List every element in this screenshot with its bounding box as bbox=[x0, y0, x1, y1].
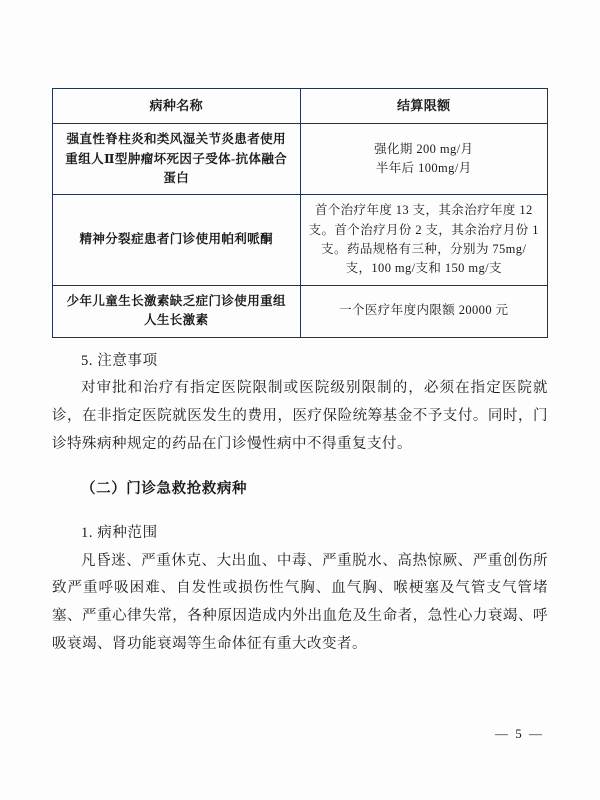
table-row bbox=[53, 195, 548, 286]
section-paragraph-scope: 凡昏迷、严重休克、大出血、中毒、严重脱水、高热惊厥、严重创伤所致严重呼吸困难、自发性或损伤性气胸、血气胸、喉梗塞及气管支气管堵塞、严重心律失常，各种原因造成内外出血危及生命者，急性心力衰竭、呼吸衰竭、肾功能衰竭等生命体征有重大改变者。 bbox=[52, 552, 548, 653]
table-cell-settlement-limit: 一个医疗年度内限额 20000 元 bbox=[300, 285, 548, 337]
table-row bbox=[53, 124, 548, 195]
section-heading-notes: 5. 注意事项 bbox=[81, 352, 158, 369]
table-body bbox=[53, 124, 548, 337]
page-number: — 5 — bbox=[495, 726, 544, 741]
table-header-disease-name: 病种名称 bbox=[53, 89, 301, 124]
table-cell-disease-name: 强直性脊柱炎和类风湿关节炎患者使用重组人Ⅱ型肿瘤坏死因子受体-抗体融合蛋白 bbox=[53, 124, 301, 195]
table-header-settlement-limit: 结算限额 bbox=[300, 89, 548, 124]
section-heading-scope: 1. 病种范围 bbox=[81, 525, 158, 542]
settlement-limit-table bbox=[52, 88, 548, 338]
table-cell-disease-name: 少年儿童生长激素缺乏症门诊使用重组人生长激素 bbox=[53, 285, 301, 337]
section-paragraph-notes: 对审批和治疗有指定医院限制或医院级别限制的，必须在指定医院就诊，在非指定医院就医发生的费用，医疗保险统筹基金不予支付。同时，门诊特殊病种规定的药品在门诊慢性病中不得重复支付。 bbox=[52, 380, 548, 452]
table-cell-settlement-limit: 强化期 200 mg/月 半年后 100mg/月 bbox=[300, 124, 548, 195]
spacer bbox=[52, 459, 548, 468]
table-row bbox=[53, 285, 548, 337]
table-cell-settlement-limit: 首个治疗年度 13 支，其余治疗年度 12 支。首个治疗月份 2 支，其余治疗月份 1 支。药品规格有三种，分别为 75mg/支，100 mg/支和 150 mg/支 bbox=[300, 195, 548, 286]
table-header-row bbox=[53, 89, 548, 124]
section-heading-emergency: （二）门诊急救抢救病种 bbox=[81, 480, 248, 497]
spacer bbox=[52, 503, 548, 512]
table-header bbox=[53, 89, 548, 124]
table-cell-disease-name: 精神分裂症患者门诊使用帕利哌酮 bbox=[53, 195, 301, 286]
